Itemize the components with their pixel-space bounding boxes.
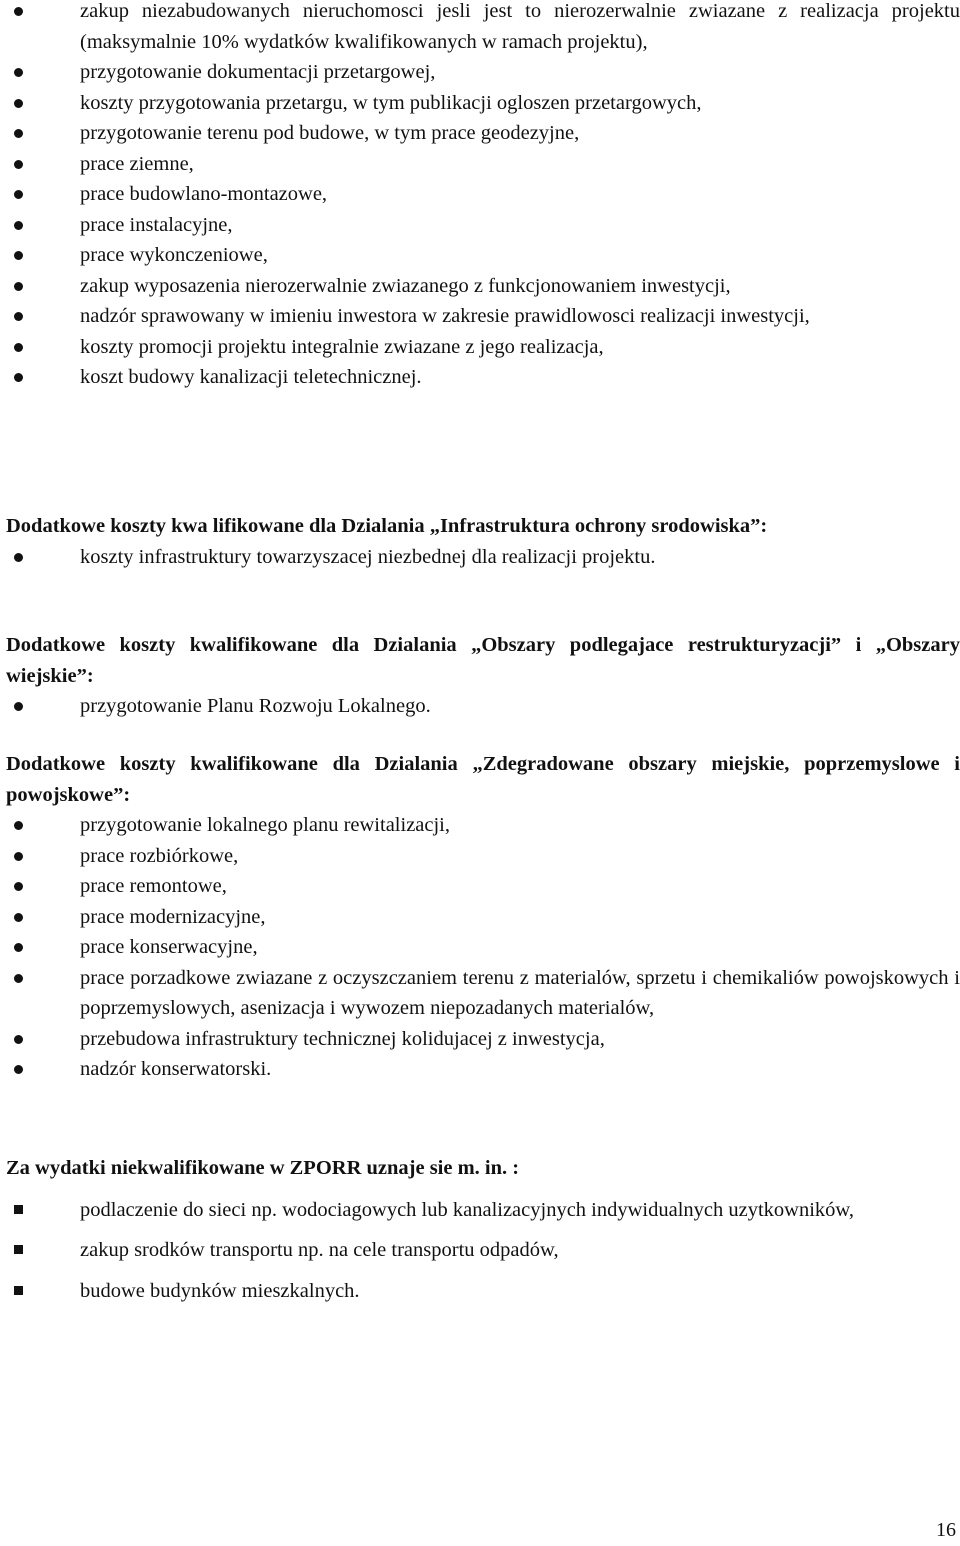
list-item-text: prace konserwacyjne, [80, 936, 258, 958]
bullet-icon [14, 902, 28, 932]
bullet-icon [14, 932, 28, 962]
list-item [0, 871, 960, 902]
list-item [0, 1276, 960, 1307]
bullet-icon [14, 332, 28, 362]
list-item [0, 542, 960, 573]
list-item [0, 1195, 960, 1226]
bullet-icon [14, 210, 28, 240]
list-item-text: przygotowanie terenu pod budowe, w tym prace geodezyjne, [80, 122, 580, 144]
list-item [0, 332, 960, 363]
bullet-icon [14, 57, 28, 87]
list-item-text: nadzór konserwatorski. [80, 1058, 272, 1080]
list-item [0, 932, 960, 963]
list-item-text: prace ziemne, [80, 152, 194, 175]
bullet-icon [14, 542, 28, 572]
list-item-text: zakup srodków transportu np. na cele transportu odpadów, [80, 1239, 559, 1261]
list-item-text: przygotowanie Planu Rozwoju Lokalnego. [80, 695, 431, 717]
bullet-icon [14, 810, 28, 840]
bullet-icon [14, 118, 28, 148]
square-bullet-icon [14, 1276, 28, 1306]
list-item-text: prace rozbiórkowe, [80, 844, 239, 867]
list-item [0, 240, 960, 271]
bullet-icon [14, 1054, 28, 1084]
list-item [0, 963, 960, 1024]
list-item-text: nadzór sprawowany w imieniu inwestora w zakresie prawidlowosci realizacji inwestycji, [80, 305, 810, 327]
list-item-text: koszty przygotowania przetargu, w tym publikacji ogloszen przetargowych, [80, 91, 702, 114]
list-item [0, 57, 960, 88]
list-item [0, 841, 960, 872]
list-item-text: prace wykonczeniowe, [80, 244, 268, 266]
bullet-icon [14, 240, 28, 270]
list-item-text: prace instalacyjne, [80, 213, 233, 236]
list-item-text: zakup wyposazenia nierozerwalnie zwiazanego z funkcjonowaniem inwestycji, [80, 274, 731, 297]
section-heading: Dodatkowe koszty kwa lifikowane dla Dzialania „Infrastruktura ochrony srodowiska”: [6, 515, 768, 537]
section-obszary-restrukturyzacji [0, 630, 960, 722]
list-item-text: prace budowlano-montazowe, [80, 183, 328, 205]
bullet-icon [14, 691, 28, 721]
bullet-icon [14, 149, 28, 179]
list-item-text: koszty promocji projektu integralnie zwiazane z jego realizacja, [80, 335, 604, 358]
list-item-text: przygotowanie lokalnego planu rewitalizacji, [80, 814, 451, 836]
section-niekwalifikowane [0, 1153, 960, 1316]
list-item-text: prace modernizacyjne, [80, 905, 266, 928]
list-item-text: podlaczenie do sieci np. wodociagowych lub kanalizacyjnych indywidualnych uzytkowników, [80, 1198, 855, 1221]
section-infrastruktura [0, 511, 960, 572]
list-item [0, 1024, 960, 1055]
list-item [0, 118, 960, 149]
square-bullet-icon [14, 1195, 28, 1225]
list-item-text: budowe budynków mieszkalnych. [80, 1279, 360, 1302]
list-item [0, 691, 960, 722]
bullet-icon [14, 362, 28, 392]
bullet-icon [14, 871, 28, 901]
list-item [0, 179, 960, 210]
square-bullet-icon [14, 1235, 28, 1265]
bullet-icon [14, 179, 28, 209]
list-item [0, 210, 960, 241]
list-item-text: przebudowa infrastruktury technicznej kolidujacej z inwestycja, [80, 1027, 605, 1050]
list-item-text: prace porzadkowe zwiazane z oczyszczaniem terenu z materialów, sprzetu i chemikaliów powojskowych i poprzemyslowych, asenizacja i wywozem niepozadanych materialów, [80, 966, 960, 1019]
bullet-icon [14, 88, 28, 118]
bullet-icon [14, 271, 28, 301]
bullet-icon [14, 301, 28, 331]
list-item [0, 271, 960, 302]
bullet-icon [14, 1024, 28, 1054]
section-heading: Dodatkowe koszty kwalifikowane dla Dzialania „Obszary podlegajace restrukturyzacji” i „Obszary wiejskie”: [6, 634, 960, 687]
bullet-icon [14, 841, 28, 871]
eligible-costs-list [0, 0, 960, 393]
section-zdegradowane-obszary [0, 749, 960, 1085]
section-heading: Dodatkowe koszty kwalifikowane dla Dzialania „Zdegradowane obszary miejskie, poprzemyslowe i powojskowe”: [6, 753, 960, 806]
list-item-text: koszty infrastruktury towarzyszacej niezbednej dla realizacji projektu. [80, 545, 656, 568]
list-item [0, 902, 960, 933]
list-item [0, 1054, 960, 1085]
list-item-text: prace remontowe, [80, 875, 227, 897]
bullet-icon [14, 0, 28, 26]
list-item-text: zakup niezabudowanych nieruchomosci jesli jest to nierozerwalnie zwiazane z realizacja projektu (maksymalnie 10% wydatków kwalifikowanych w ramach projektu), [80, 0, 960, 53]
list-item [0, 810, 960, 841]
list-item [0, 88, 960, 119]
list-item [0, 362, 960, 393]
section-heading: Za wydatki niekwalifikowane w ZPORR uznaje sie m. in. : [6, 1157, 520, 1179]
page-number: 16 [936, 1519, 956, 1541]
list-item-text: koszt budowy kanalizacji teletechnicznej. [80, 366, 422, 388]
list-item [0, 301, 960, 332]
list-item [0, 149, 960, 180]
list-item [0, 0, 960, 57]
list-item-text: przygotowanie dokumentacji przetargowej, [80, 61, 436, 83]
bullet-icon [14, 963, 28, 993]
list-item [0, 1235, 960, 1266]
